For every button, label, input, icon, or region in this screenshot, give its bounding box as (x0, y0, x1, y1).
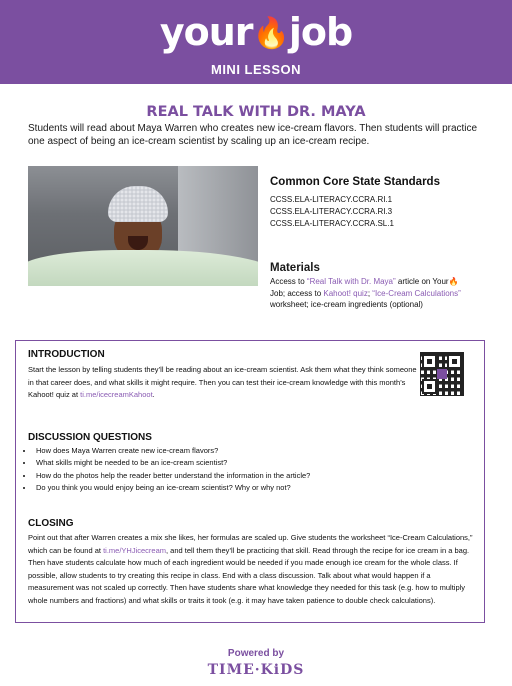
standard-item: CCSS.ELA-LITERACY.CCRA.RI.3 (270, 207, 393, 216)
worksheet-link[interactable]: “Ice-Cream Calculations” (372, 288, 461, 298)
worksheet-url-link[interactable]: ti.me/YHJicecream (103, 545, 166, 555)
lesson-title: REAL TALK WITH DR. MAYA (146, 104, 366, 120)
qr-finder (447, 354, 462, 369)
powered-by-label: Powered by (227, 648, 285, 659)
materials-section (270, 262, 492, 311)
standard-item: CCSS.ELA-LITERACY.CCRA.SL.1 (270, 219, 394, 228)
your-job-logo: your🔥job (159, 10, 353, 54)
qr-finder (422, 354, 437, 369)
scientist-photo (28, 166, 258, 286)
list-item: • How do the photos help the reader better understand the information in the article? (34, 470, 474, 482)
introduction-text: Start the lesson by telling students they’ll be reading about an ice-cream scientist. Ask them what they think someone in that career does, and what skills it might require. Then you can test their ice-cream knowledge with this month’s Kahoot! quiz at ti.me/icecreamKahoot. (28, 365, 417, 399)
list-item: • How does Maya Warren create new ice-cream flavors? (34, 445, 474, 457)
article-link[interactable]: “Real Talk with Dr. Maya” (306, 277, 396, 286)
time-kids-logo: TIME·KiDS (207, 662, 305, 678)
flame-icon: 🔥 (448, 277, 459, 286)
discussion-list (22, 445, 474, 494)
qr-code[interactable] (420, 352, 464, 396)
materials-text: Access to “Real Talk with Dr. Maya” article on Your🔥 Job; access to Kahoot! quiz; “Ice-Cream Calculations” worksheet; ice-cream ingredients (optional) (270, 277, 461, 309)
discussion-heading: DISCUSSION QUESTIONS (28, 432, 152, 443)
qr-finder (422, 379, 437, 394)
kahoot-quiz-link[interactable]: ti.me/icecreamKahoot (80, 390, 153, 399)
hairnet (108, 186, 168, 222)
list-item: • What skills might be needed to be an ice-cream scientist? (34, 457, 474, 469)
introduction-heading: INTRODUCTION (28, 349, 105, 360)
materials-heading: Materials (270, 262, 320, 274)
list-item: • Do you think you would enjoy being an ice-cream scientist? Why or why not? (34, 482, 474, 494)
flame-icon: 🔥 (252, 16, 289, 51)
closing-heading: CLOSING (28, 518, 74, 529)
ice-cream-mound (28, 250, 258, 286)
qr-logo (437, 369, 447, 379)
closing-text: Point out that after Warren creates a mix she likes, her formulas are scaled up. Give students the worksheet “Ice-Cream Calculations,” which can be found at ti.me/YHJicecream, and tell them they’ll be practicing that skill. Read through the recipe for ice cream in a bag. Then have students calculate how much of each ingredient would be needed if you made enough ice cream for the whole class. If possible, allow students to try creating this recipe in class. End with a class discussion. Talk about what would happen if a measurement was not scaled up correctly. Then have students share what knowledge they needed for this task (e.g. how to multiply whole numbers and fractions) and what skills or traits it took (e.g. it may have taken patience to double check calculations). (28, 533, 473, 605)
lesson-summary: Students will read about Maya Warren who creates new ice-cream flavors. Then students will practice one aspect of being an ice-cream scientist by scaling up an ice-cream recipe. (28, 123, 478, 147)
standards-section (270, 176, 490, 230)
mini-lesson-label: MINI LESSON (210, 62, 301, 77)
kahoot-link[interactable]: Kahoot! quiz (323, 288, 368, 298)
standard-item: CCSS.ELA-LITERACY.CCRA.RI.1 (270, 195, 393, 204)
standards-heading: Common Core State Standards (270, 176, 440, 188)
